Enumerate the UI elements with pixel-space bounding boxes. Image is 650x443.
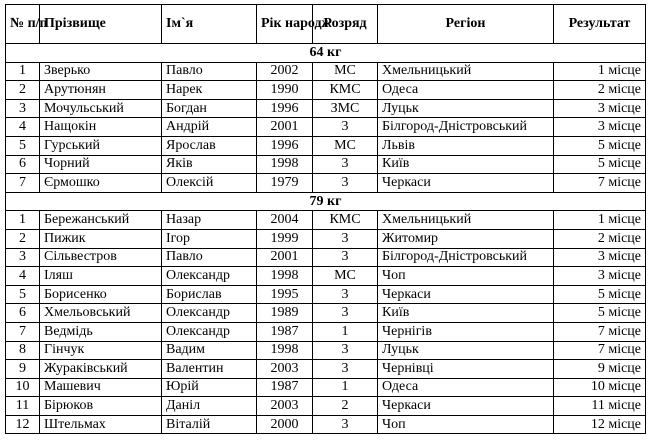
header-result: Результат [554,5,646,44]
header-surname: Прізвище [40,5,162,44]
year-cell: 1990 [257,81,313,100]
year-cell: 1979 [257,174,313,193]
table-row [6,118,646,137]
table-row [6,174,646,193]
num-cell: 3 [6,99,40,118]
header-num: № п/п [6,5,40,44]
rank-cell: 1 [313,378,378,397]
name-cell: Ігор [162,229,257,248]
result-cell: 3 місце [554,99,646,118]
table-row [6,155,646,174]
name-cell: Вадим [162,341,257,360]
table-row [6,341,646,360]
region-cell: Чоп [378,415,554,434]
result-cell: 5 місце [554,136,646,155]
surname-cell: Гінчук [40,341,162,360]
name-cell: Богдан [162,99,257,118]
num-cell: 7 [6,322,40,341]
num-cell: 7 [6,174,40,193]
num-cell: 6 [6,155,40,174]
region-cell: Черкаси [378,174,554,193]
num-cell: 10 [6,378,40,397]
result-cell: 5 місце [554,155,646,174]
num-cell: 12 [6,415,40,434]
table-row [6,62,646,81]
year-cell: 2001 [257,118,313,137]
surname-cell: Нащокін [40,118,162,137]
name-cell: Павло [162,248,257,267]
year-cell: 1996 [257,136,313,155]
region-cell: Київ [378,155,554,174]
year-cell: 2000 [257,415,313,434]
result-cell: 3 місце [554,248,646,267]
region-cell: Білгород-Дністровський [378,248,554,267]
rank-cell: 2 [313,397,378,416]
surname-cell: Єрмошко [40,174,162,193]
year-cell: 1989 [257,304,313,323]
name-cell: Олександр [162,267,257,286]
name-cell: Віталій [162,415,257,434]
weight-category-row [6,44,646,63]
rank-cell: 1 [313,322,378,341]
name-cell: Павло [162,62,257,81]
rank-cell: 3 [313,360,378,379]
name-cell: Яків [162,155,257,174]
rank-cell: 3 [313,229,378,248]
rank-cell: МС [313,136,378,155]
result-cell: 7 місце [554,341,646,360]
region-cell: Одеса [378,378,554,397]
name-cell: Юрій [162,378,257,397]
table-row [6,248,646,267]
year-cell: 2004 [257,211,313,230]
table-row [6,136,646,155]
surname-cell: Жураківський [40,360,162,379]
region-cell: Хмельницький [378,62,554,81]
region-cell: Чернігів [378,322,554,341]
rank-cell: 3 [313,155,378,174]
name-cell: Олександр [162,304,257,323]
result-cell: 9 місце [554,360,646,379]
table-row [6,229,646,248]
weight-category-label: 79 кг [6,192,646,211]
year-cell: 1996 [257,99,313,118]
result-cell: 11 місце [554,397,646,416]
result-cell: 5 місце [554,285,646,304]
num-cell: 9 [6,360,40,379]
name-cell: Назар [162,211,257,230]
region-cell: Черкаси [378,397,554,416]
weight-category-label: 64 кг [6,44,646,63]
result-cell: 2 місце [554,229,646,248]
surname-cell: Бірюков [40,397,162,416]
result-cell: 7 місце [554,322,646,341]
name-cell: Валентин [162,360,257,379]
region-cell: Чоп [378,267,554,286]
rank-cell: МС [313,62,378,81]
surname-cell: Сільвестров [40,248,162,267]
table-row [6,322,646,341]
result-cell: 7 місце [554,174,646,193]
region-cell: Хмельницький [378,211,554,230]
surname-cell: Хмельовський [40,304,162,323]
rank-cell: 3 [313,304,378,323]
year-cell: 1987 [257,378,313,397]
table-row [6,415,646,434]
rank-cell: 3 [313,248,378,267]
header-rank: Розряд [313,5,378,44]
table-row [6,211,646,230]
header-name: Ім`я [162,5,257,44]
surname-cell: Іляш [40,267,162,286]
name-cell: Нарек [162,81,257,100]
num-cell: 1 [6,211,40,230]
header-row [6,5,646,44]
name-cell: Олександр [162,322,257,341]
name-cell: Андрій [162,118,257,137]
num-cell: 1 [6,62,40,81]
name-cell: Даніл [162,397,257,416]
year-cell: 2003 [257,397,313,416]
surname-cell: Бережанський [40,211,162,230]
name-cell: Борислав [162,285,257,304]
result-cell: 12 місце [554,415,646,434]
surname-cell: Борисенко [40,285,162,304]
table-row [6,360,646,379]
region-cell: Білгород-Дністровський [378,118,554,137]
surname-cell: Гурський [40,136,162,155]
num-cell: 11 [6,397,40,416]
rank-cell: КМС [313,81,378,100]
year-cell: 1999 [257,229,313,248]
header-year: Рік народж [257,5,313,44]
table-row [6,285,646,304]
year-cell: 2002 [257,62,313,81]
result-cell: 10 місце [554,378,646,397]
table-row [6,378,646,397]
region-cell: Луцьк [378,99,554,118]
results-table [5,4,646,434]
region-cell: Одеса [378,81,554,100]
name-cell: Олексій [162,174,257,193]
year-cell: 1998 [257,267,313,286]
table-row [6,397,646,416]
rank-cell: 3 [313,174,378,193]
surname-cell: Ведмідь [40,322,162,341]
year-cell: 2003 [257,360,313,379]
rank-cell: ЗМС [313,99,378,118]
rank-cell: 3 [313,118,378,137]
rank-cell: 3 [313,285,378,304]
region-cell: Львів [378,136,554,155]
region-cell: Чернівці [378,360,554,379]
result-cell: 5 місце [554,304,646,323]
table-row [6,267,646,286]
num-cell: 6 [6,304,40,323]
header-region: Регіон [378,5,554,44]
year-cell: 1995 [257,285,313,304]
year-cell: 1987 [257,322,313,341]
num-cell: 8 [6,341,40,360]
year-cell: 2001 [257,248,313,267]
region-cell: Київ [378,304,554,323]
num-cell: 2 [6,81,40,100]
result-cell: 3 місце [554,118,646,137]
rank-cell: КМС [313,211,378,230]
table-row [6,304,646,323]
surname-cell: Чорний [40,155,162,174]
surname-cell: Мочульський [40,99,162,118]
year-cell: 1998 [257,155,313,174]
region-cell: Житомир [378,229,554,248]
surname-cell: Штельмах [40,415,162,434]
weight-category-row [6,192,646,211]
surname-cell: Арутюнян [40,81,162,100]
surname-cell: Пижик [40,229,162,248]
num-cell: 4 [6,118,40,137]
table-body [6,44,646,434]
num-cell: 2 [6,229,40,248]
table-row [6,81,646,100]
result-cell: 3 місце [554,267,646,286]
num-cell: 5 [6,285,40,304]
rank-cell: МС [313,267,378,286]
surname-cell: Зверько [40,62,162,81]
rank-cell: 3 [313,341,378,360]
result-cell: 2 місце [554,81,646,100]
result-cell: 1 місце [554,211,646,230]
num-cell: 3 [6,248,40,267]
table-row [6,99,646,118]
surname-cell: Машевич [40,378,162,397]
region-cell: Луцьк [378,341,554,360]
num-cell: 4 [6,267,40,286]
result-cell: 1 місце [554,62,646,81]
rank-cell: 3 [313,415,378,434]
year-cell: 1998 [257,341,313,360]
region-cell: Черкаси [378,285,554,304]
name-cell: Ярослав [162,136,257,155]
num-cell: 5 [6,136,40,155]
